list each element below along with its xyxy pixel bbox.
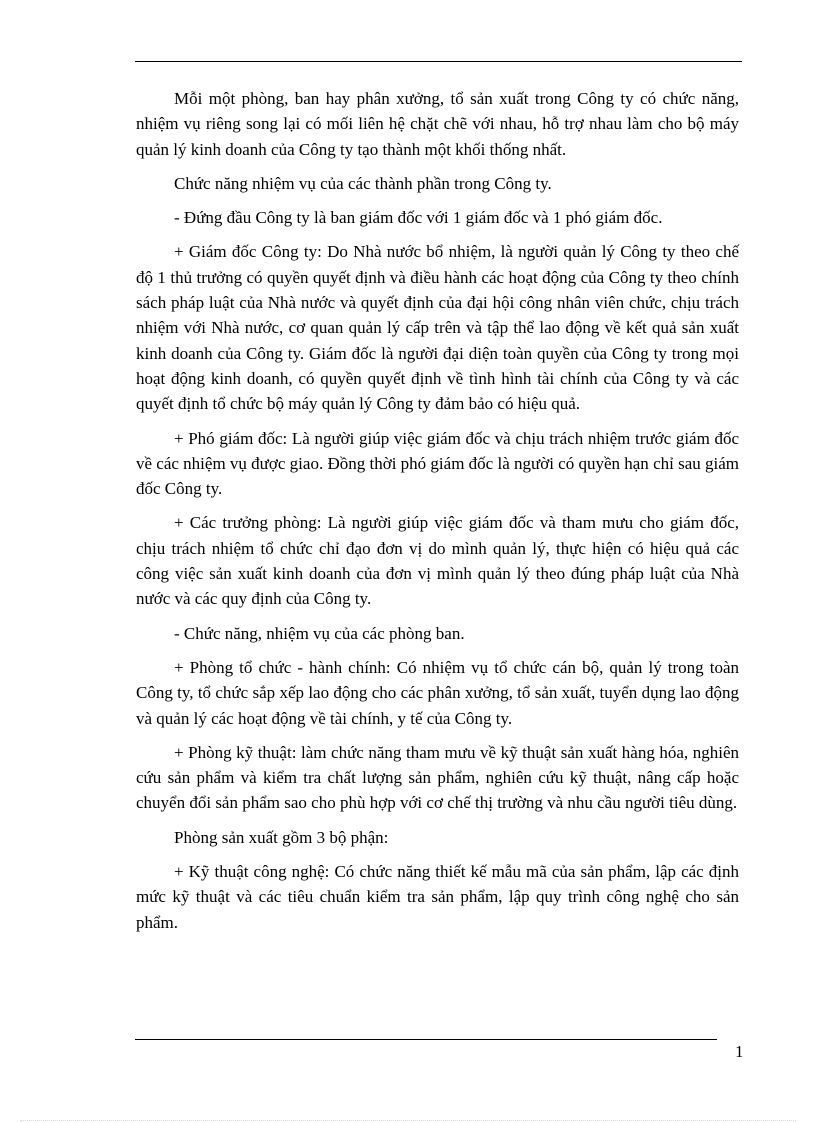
paragraph: + Phòng kỹ thuật: làm chức năng tham mưu về kỹ thuật sản xuất hàng hóa, nghiên cứu sản phẩm và kiểm tra chất lượng sản phẩm, nghiên cứu kỹ thuật, nâng cấp hoặc chuyển đổi sản phẩm sao cho phù hợp với cơ chế thị trường và nhu cầu người tiêu dùng. bbox=[136, 742, 739, 813]
paragraph: Mỗi một phòng, ban hay phân xưởng, tổ sản xuất trong Công ty có chức năng, nhiệm vụ riêng song lại có mối liên hệ chặt chẽ với nhau, hỗ trợ nhau làm cho bộ máy quản lý kinh doanh của Công ty tạo thành một khối thống nhất. bbox=[136, 89, 739, 159]
paragraph: Phòng sản xuất gồm 3 bộ phận: bbox=[174, 827, 389, 847]
paragraph: + Kỹ thuật công nghệ: Có chức năng thiết kế mẫu mã của sản phẩm, lập các định mức kỹ thuật và các tiêu chuẩn kiểm tra sản phẩm, lập quy trình công nghệ cho sản phẩm. bbox=[136, 862, 739, 932]
footer-rule bbox=[135, 1039, 717, 1040]
paragraph: - Đứng đầu Công ty là ban giám đốc với 1 giám đốc và 1 phó giám đốc. bbox=[174, 208, 663, 228]
header-rule bbox=[135, 61, 742, 62]
paragraph: + Giám đốc Công ty: Do Nhà nước bổ nhiệm, là người quản lý Công ty theo chế độ 1 thủ trưởng có quyền quyết định và điều hành các hoạt động của Công ty theo chính sách pháp luật của Nhà nước và quyết định của đại hội công nhân viên chức, chịu trách nhiệm với Nhà nước, cơ quan quản lý cấp trên và tập thể lao động về kết quả sản xuất kinh doanh của Công ty. Giám đốc là người đại diện toàn quyền của Công ty trong mọi hoạt động kinh doanh, có quyền quyết định về tình hình tài chính của Công ty và các quyết định tổ chức bộ máy quản lý Công ty đảm bảo có hiệu quả. bbox=[136, 242, 739, 414]
page-number: 1 bbox=[735, 1042, 744, 1061]
paragraph: + Phó giám đốc: Là người giúp việc giám đốc và chịu trách nhiệm trước giám đốc về các nhiệm vụ được giao. Đồng thời phó giám đốc là người có quyền hạn chỉ sau giám đốc Công ty. bbox=[136, 428, 739, 499]
paragraph: Chức năng nhiệm vụ của các thành phần trong Công ty. bbox=[174, 173, 552, 193]
page-edge-divider bbox=[20, 1120, 796, 1121]
paragraph: - Chức năng, nhiệm vụ của các phòng ban. bbox=[174, 623, 465, 643]
paragraph: + Các trưởng phòng: Là người giúp việc giám đốc và tham mưu cho giám đốc, chịu trách nhiệm tổ chức chỉ đạo đơn vị do mình quản lý, thực hiện có hiệu quả các công việc sản xuất kinh doanh của đơn vị mình quản lý theo đúng pháp luật của Nhà nước và các quy định của Công ty. bbox=[136, 513, 739, 609]
body-text bbox=[136, 86, 739, 944]
paragraph: + Phòng tổ chức - hành chính: Có nhiệm vụ tổ chức cán bộ, quản lý trong toàn Công ty, tổ chức sắp xếp lao động cho các phân xưởng, tổ sản xuất, tuyển dụng lao động và quản lý các hoạt động về tài chính, y tế của Công ty. bbox=[136, 657, 739, 728]
